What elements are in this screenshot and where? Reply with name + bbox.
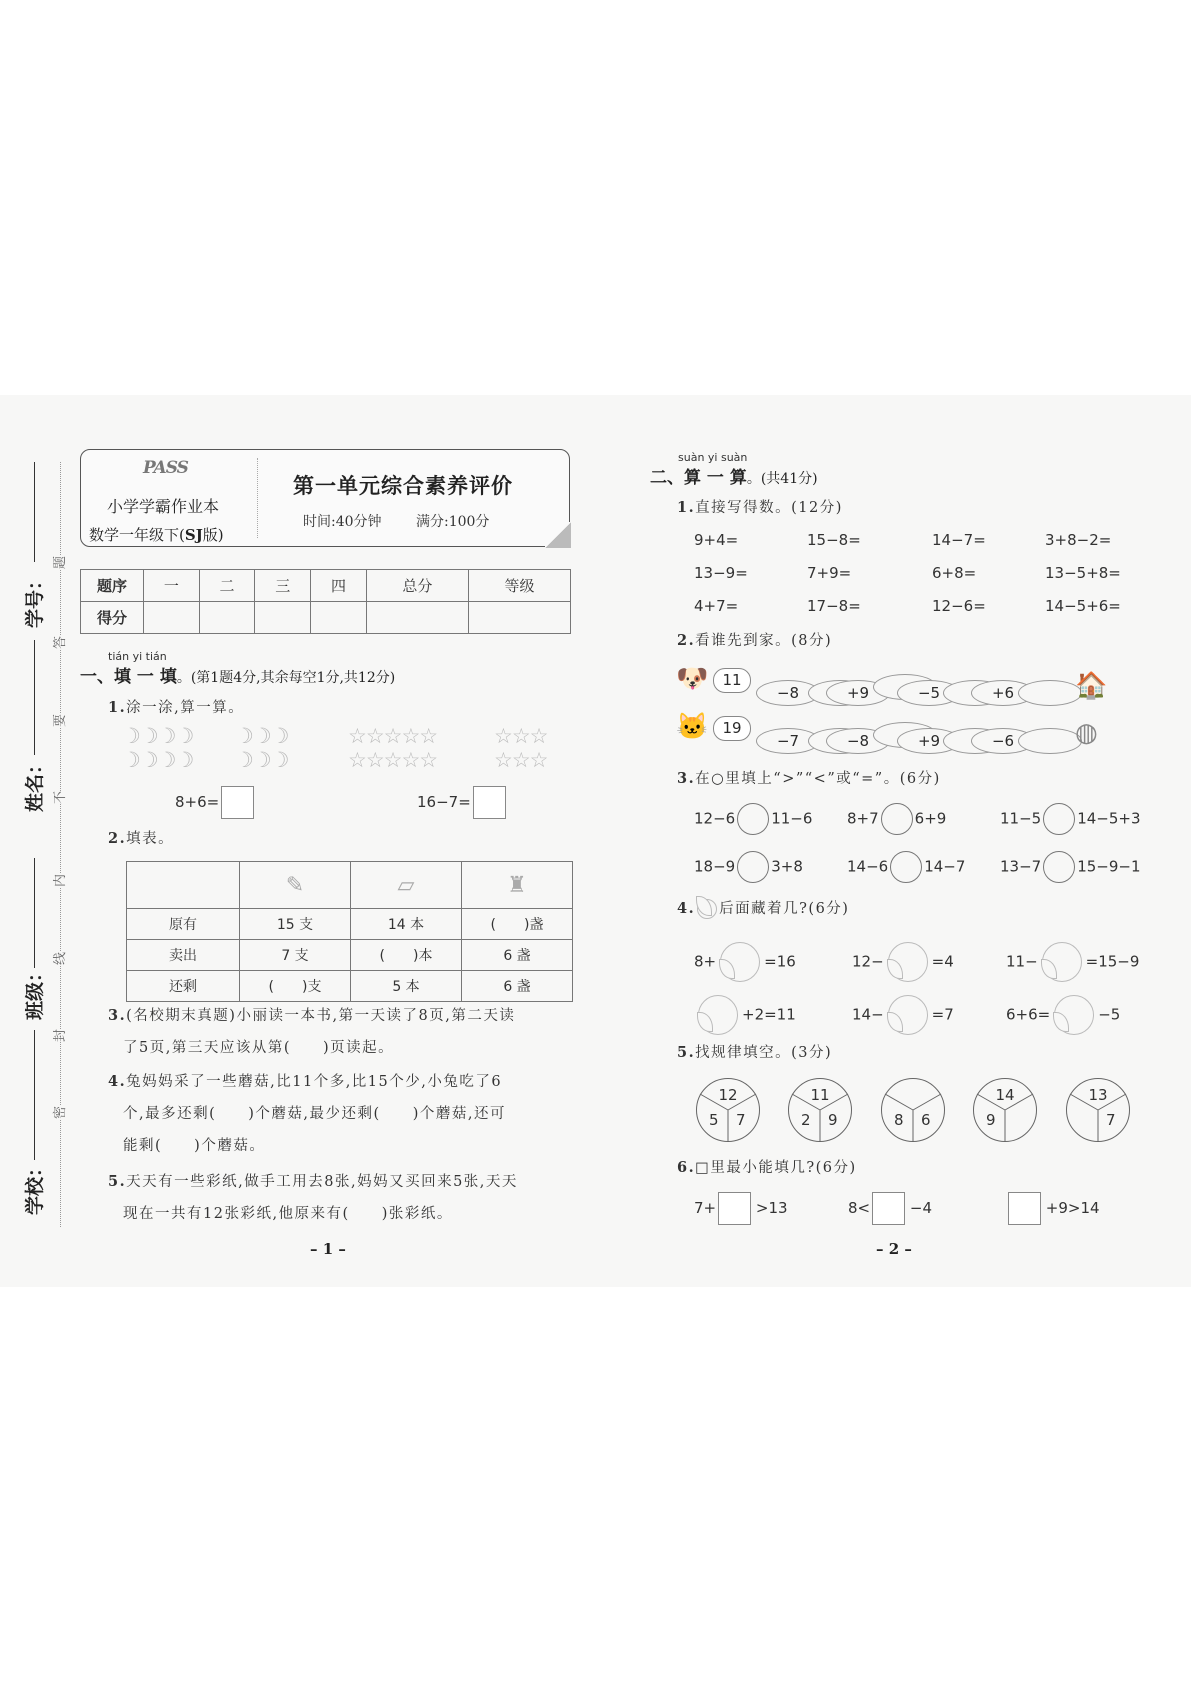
compare-circle[interactable] — [737, 803, 769, 835]
answer-box[interactable] — [872, 1192, 905, 1225]
s1-q3: 3.(名校期末真题)小丽读一本书,第一天读了8页,第二天读 了5页,第三天应该从第( )页读起。 — [108, 1007, 516, 1056]
compare-item: 8+7 6+9 — [847, 803, 946, 835]
score-cell[interactable] — [144, 602, 200, 634]
min-fill-item: 7+ >13 — [694, 1192, 788, 1225]
book-icon: ▱ — [351, 862, 462, 909]
s1-q4: 4.兔妈妈采了一些蘑菇,比11个多,比15个少,小兔吃了6 个,最多还剩( )个蘑菇,最少还剩( )个蘑菇,还可 能剩( )个蘑菇。 — [108, 1073, 506, 1154]
lamp-icon: ♜ — [462, 862, 573, 909]
table-row: 卖出 7 支 ( )本 6 盏 — [127, 940, 573, 971]
calc-item[interactable]: 14−7= — [932, 531, 986, 549]
cat-icon: 🐱 — [676, 712, 709, 742]
section2-title: 二、算 一 算。(共41分) — [650, 468, 818, 488]
page-number-1: – 1 – — [310, 1240, 346, 1258]
edition: 数学一年级下(SJ版) — [89, 526, 224, 544]
s2-q5-prompt: 5.找规律填空。(3分) — [677, 1044, 833, 1061]
s2-q1-prompt: 1.直接写得数。(12分) — [677, 499, 843, 516]
hidden-item: 12− =4 — [852, 942, 954, 982]
calc-item[interactable]: 13−5+8= — [1045, 564, 1121, 582]
compare-item: 12−6 11−6 — [694, 803, 812, 835]
name-line — [34, 640, 35, 755]
op-oval: −5 — [897, 680, 961, 706]
calc-item[interactable]: 15−8= — [807, 531, 861, 549]
score-cell[interactable] — [255, 602, 311, 634]
dog-start-bubble: 11 — [713, 668, 751, 693]
blank-cell[interactable]: ( )盏 — [462, 909, 573, 940]
op-oval: −6 — [971, 728, 1035, 754]
op-oval: +6 — [971, 680, 1035, 706]
answer-box[interactable] — [718, 1192, 751, 1225]
hidden-item: 8+ =16 — [694, 942, 796, 982]
score-table-header-row — [81, 570, 571, 602]
time-limit: 时间:40分钟 — [303, 514, 382, 530]
header-box — [80, 449, 570, 547]
star-icons-group1[interactable]: ☆☆☆☆☆ ☆☆☆☆☆ — [348, 724, 438, 772]
hidden-item: 11− =15−9 — [1006, 942, 1139, 982]
s1-q1-expr-right: 16−7= — [417, 786, 506, 819]
leaf-circle[interactable] — [720, 942, 760, 982]
score-header-cell: 等级 — [468, 570, 570, 602]
score-header-cell: 题序 — [81, 570, 144, 602]
full-score: 满分:100分 — [415, 514, 490, 530]
score-cell[interactable] — [468, 602, 570, 634]
class-label: 班级： — [24, 962, 46, 1020]
calc-item[interactable]: 14−5+6= — [1045, 597, 1121, 615]
calc-item[interactable]: 6+8= — [932, 564, 977, 582]
school-line — [34, 1030, 35, 1160]
calc-item[interactable]: 7+9= — [807, 564, 852, 582]
score-header-cell: 四 — [311, 570, 367, 602]
answer-box[interactable] — [1008, 1192, 1041, 1225]
score-cell[interactable] — [366, 602, 468, 634]
calc-item[interactable]: 3+8−2= — [1045, 531, 1112, 549]
pass-logo: PASS — [143, 458, 188, 478]
answer-oval[interactable] — [1018, 680, 1082, 706]
student-id-line — [34, 462, 35, 562]
goods-icon-row — [127, 862, 573, 909]
pattern-circle[interactable]: 8 6 — [881, 1078, 945, 1142]
s2-q6-prompt: 6.□里最小能填几?(6分) — [677, 1159, 857, 1176]
seal-char: 内 — [48, 874, 69, 887]
s1-q1-expr-left: 8+6= — [175, 786, 254, 819]
answer-oval[interactable] — [1018, 728, 1082, 754]
section2-pinyin: suàn yi suàn — [678, 451, 748, 464]
page-curl-icon — [545, 522, 571, 548]
min-fill-item: +9>14 — [1006, 1192, 1100, 1225]
page-number-2: – 2 – — [876, 1240, 912, 1258]
score-cell[interactable] — [199, 602, 255, 634]
section1-title: 一、填 一 填。(第1题4分,其余每空1分,共12分) — [80, 667, 396, 687]
score-header-cell: 二 — [199, 570, 255, 602]
pattern-circle[interactable]: 11 2 9 — [788, 1078, 852, 1142]
score-header-cell: 总分 — [366, 570, 468, 602]
hidden-item: 6+6= −5 — [1006, 995, 1120, 1035]
seal-char: 封 — [48, 1029, 69, 1042]
exam-meta — [303, 511, 519, 531]
s1-q2-prompt: 2.填表。 — [108, 830, 175, 847]
seal-char: 要 — [48, 714, 69, 727]
compare-item: 11−5 14−5+3 — [1000, 803, 1141, 835]
s2-q3-prompt: 3.在○里填上“>”“<”或“=”。(6分) — [677, 770, 941, 787]
leaf-icon — [697, 899, 717, 919]
blank-cell[interactable]: ( )支 — [240, 971, 351, 1002]
calc-item[interactable]: 17−8= — [807, 597, 861, 615]
seal-char: 密 — [48, 1106, 69, 1119]
calc-item[interactable]: 13−9= — [694, 564, 748, 582]
leaf-circle[interactable] — [1054, 995, 1094, 1035]
star-icons-group2[interactable]: ☆☆☆ ☆☆☆ — [494, 724, 548, 772]
compare-item: 14−6 14−7 — [847, 851, 965, 883]
score-table — [80, 569, 571, 634]
doghouse-icon: 🏠 — [1075, 671, 1108, 701]
min-fill-item: 8< −4 — [848, 1192, 932, 1225]
compare-circle[interactable] — [881, 803, 913, 835]
seal-char: 不 — [48, 791, 69, 804]
moon-icons-group2[interactable]: ☽☽☽ ☽☽☽ — [235, 724, 289, 772]
answer-box[interactable] — [473, 786, 506, 819]
compare-circle[interactable] — [890, 851, 922, 883]
student-id-label: 学号： — [24, 570, 46, 628]
blank-cell[interactable]: ( )本 — [351, 940, 462, 971]
pattern-circle[interactable]: 12 5 7 — [696, 1078, 760, 1142]
header-divider — [257, 458, 258, 538]
op-oval: −8 — [826, 728, 890, 754]
pattern-circle[interactable]: 13 7 — [1066, 1078, 1130, 1142]
compare-item: 18−9 3+8 — [694, 851, 803, 883]
score-cell[interactable] — [311, 602, 367, 634]
compare-item: 13−7 15−9−1 — [1000, 851, 1141, 883]
score-table-row — [81, 602, 571, 634]
calc-item[interactable]: 12−6= — [932, 597, 986, 615]
s1-q5: 5.天天有一些彩纸,做手工用去8张,妈妈又买回来5张,天天 现在一共有12张彩纸,他原来有( )张彩纸。 — [108, 1173, 518, 1222]
brand-name: 小学学霸作业本 — [107, 497, 220, 516]
leaf-circle[interactable] — [1042, 942, 1082, 982]
cat-bed-icon: ◍ — [1075, 718, 1098, 748]
name-label: 姓名： — [24, 754, 46, 812]
cat-start-bubble: 19 — [713, 716, 751, 741]
s2-q4-prompt: 4. 后面藏着几?(6分) — [677, 900, 850, 917]
compare-circle[interactable] — [1043, 803, 1075, 835]
leaf-circle[interactable] — [698, 995, 738, 1035]
seal-char: 线 — [48, 952, 69, 965]
leaf-circle[interactable] — [888, 995, 928, 1035]
moon-icons-group1[interactable]: ☽☽☽☽ ☽☽☽☽ — [122, 724, 194, 772]
school-label: 学校： — [24, 1157, 46, 1215]
leaf-circle[interactable] — [888, 942, 928, 982]
op-oval: −7 — [756, 728, 820, 754]
score-header-cell: 三 — [255, 570, 311, 602]
score-row-label: 得分 — [81, 602, 144, 634]
seal-char: 题 — [48, 556, 69, 569]
hidden-item: +2=11 — [694, 995, 796, 1035]
pattern-circle[interactable]: 14 9 — [973, 1078, 1037, 1142]
class-line — [34, 858, 35, 968]
s2-q2-prompt: 2.看谁先到家。(8分) — [677, 632, 833, 649]
pencil-icon: ✎ — [240, 862, 351, 909]
op-oval: +9 — [897, 728, 961, 754]
answer-box[interactable] — [221, 786, 254, 819]
hidden-item: 14− =7 — [852, 995, 954, 1035]
compare-circle[interactable] — [1043, 851, 1075, 883]
op-oval: +9 — [826, 680, 890, 706]
op-oval: −8 — [756, 680, 820, 706]
compare-circle[interactable] — [737, 851, 769, 883]
calc-item[interactable]: 9+4= — [694, 531, 739, 549]
exam-title: 第一单元综合素养评价 — [293, 473, 513, 498]
s1-q1-prompt: 1.涂一涂,算一算。 — [108, 699, 245, 716]
calc-item[interactable]: 4+7= — [694, 597, 739, 615]
table-row: 原有 15 支 14 本 ( )盏 — [127, 909, 573, 940]
seal-char: 答 — [48, 636, 69, 649]
table-row: 还剩 ( )支 5 本 6 盏 — [127, 971, 573, 1002]
goods-table — [126, 861, 573, 1002]
score-header-cell: 一 — [144, 570, 200, 602]
section1-pinyin: tián yi tián — [108, 650, 167, 663]
dog-icon: 🐶 — [676, 664, 709, 694]
